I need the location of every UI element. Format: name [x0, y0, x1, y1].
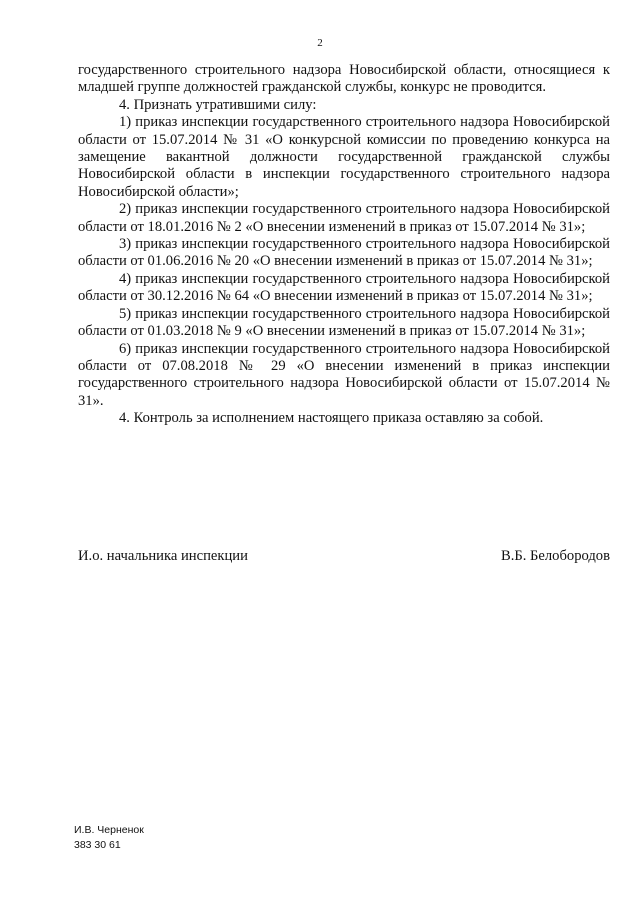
list-item: 6) приказ инспекции государственного строительного надзора Новосибирской области от 07.08.2018 № 29 «О внесении изменений в приказ инспекции государственного строительного надзора Новосибирской области от 15.07.2014 № 31». — [78, 340, 610, 409]
paragraph: 4. Контроль за исполнением настоящего приказа оставляю за собой. — [119, 410, 544, 427]
page-number: 2 — [317, 37, 323, 49]
document-body — [78, 62, 610, 428]
list-item: 1) приказ инспекции государственного строительного надзора Новосибирской области от 15.07.2014 № 31 «О конкурсной комиссии по проведению конкурса на замещение вакантной должности государственной гражданской службы Новосибирской области в инспекции государственного строительного надзора Новосибирской области»; — [78, 114, 610, 200]
list-item: 4) приказ инспекции государственного строительного надзора Новосибирской области от 30.12.2016 № 64 «О внесении изменений в приказ от 15.07.2014 № 31»; — [78, 270, 610, 305]
list-item: 5) приказ инспекции государственного строительного надзора Новосибирской области от 01.03.2018 № 9 «О внесении изменений в приказ от 15.07.2014 № 31»; — [78, 305, 610, 340]
list-item: 2) приказ инспекции государственного строительного надзора Новосибирской области от 18.01.2016 № 2 «О внесении изменений в приказ от 15.07.2014 № 31»; — [78, 201, 610, 235]
signatory-position: И.о. начальника инспекции — [78, 548, 248, 564]
list-item: 3) приказ инспекции государственного строительного надзора Новосибирской области от 01.06.2016 № 20 «О внесении изменений в приказ от 15.07.2014 № 31»; — [78, 236, 610, 270]
executor-footer — [74, 823, 144, 853]
executor-phone: 383 30 61 — [74, 839, 121, 851]
signature-block — [78, 548, 610, 565]
signatory-name: В.Б. Белобородов — [500, 548, 610, 564]
paragraph: 4. Признать утратившими силу: — [119, 96, 317, 113]
paragraph: государственного строительного надзора Новосибирской области, относящиеся к младшей группе должностей гражданской службы, конкурс не проводится. — [78, 62, 610, 96]
executor-name: И.В. Черненок — [74, 824, 144, 836]
